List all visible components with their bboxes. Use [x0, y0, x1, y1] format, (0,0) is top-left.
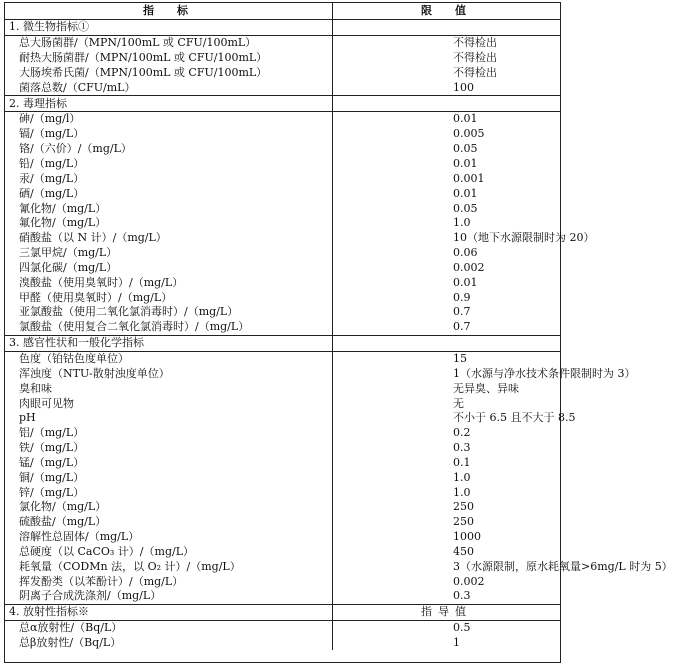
indicator-name: 溶解性总固体/（mg/L） — [5, 530, 333, 545]
table-row — [5, 636, 560, 651]
table-row — [5, 426, 560, 441]
indicator-name: 阴离子合成洗涤剂/（mg/L） — [5, 589, 333, 604]
indicator-name: 耗氧量（CODMn 法，以 O₂ 计）/（mg/L） — [5, 559, 333, 574]
section-right-label — [333, 20, 561, 36]
limit-value: 1.0 — [453, 216, 471, 230]
table-row — [5, 351, 560, 366]
table-row — [5, 485, 560, 500]
header-indicator: 指 标 — [5, 3, 333, 20]
indicator-name: 色度（铂钴色度单位） — [5, 351, 333, 366]
table-row — [5, 320, 560, 335]
limit-value: 250 — [453, 515, 474, 529]
limits-table — [5, 3, 673, 650]
section-title: 2. 毒理指标 — [5, 96, 333, 112]
table-row — [5, 261, 560, 276]
table-row — [5, 51, 560, 66]
limit-value: 0.005 — [453, 127, 485, 141]
indicator-name: 氯酸盐（使用复合二氧化氯消毒时）/（mg/L） — [5, 320, 333, 335]
table-row — [5, 441, 560, 456]
table-row — [5, 620, 560, 635]
indicator-name: 铬/（六价）/（mg/L） — [5, 142, 333, 157]
section-title: 3. 感官性状和一般化学指标 — [5, 335, 333, 351]
indicator-name: 铅/（mg/L） — [5, 157, 333, 172]
limit-value: 0.01 — [453, 275, 478, 289]
indicator-name: 氟化物/（mg/L） — [5, 216, 333, 231]
table-row — [5, 530, 560, 545]
indicator-name: 铁/（mg/L） — [5, 441, 333, 456]
limit-value: 100 — [453, 80, 474, 94]
indicator-name: 三氯甲烷/（mg/L） — [5, 246, 333, 261]
table-row — [5, 112, 560, 127]
limit-value: 0.05 — [453, 201, 478, 215]
limit-value: 1 — [453, 636, 460, 650]
table-row — [5, 35, 560, 50]
indicator-name: 硫酸盐/（mg/L） — [5, 515, 333, 530]
indicator-name: 氯化物/（mg/L） — [5, 500, 333, 515]
limit-value: 1.0 — [453, 485, 471, 499]
indicator-name: 硒/（mg/L） — [5, 186, 333, 201]
table-row — [5, 80, 560, 95]
section-right-label: 指导值 — [333, 604, 561, 620]
limit-value: 1（水源与净水技术条件限制时为 3） — [453, 366, 636, 380]
table-row — [5, 127, 560, 142]
indicator-name: 菌落总数/（CFU/mL） — [5, 80, 333, 95]
limit-value: 0.2 — [453, 426, 471, 440]
limit-value: 0.3 — [453, 589, 471, 603]
table-row — [5, 411, 560, 426]
section-row — [5, 96, 560, 112]
table-row — [5, 381, 560, 396]
limit-value: 0.3 — [453, 441, 471, 455]
table-row — [5, 142, 560, 157]
indicator-name: 亚氯酸盐（使用二氧化氯消毒时）/（mg/L） — [5, 305, 333, 320]
table-row — [5, 305, 560, 320]
table-row — [5, 455, 560, 470]
limit-value: 0.05 — [453, 142, 478, 156]
table-row — [5, 246, 560, 261]
table-row — [5, 186, 560, 201]
section-right-label — [333, 335, 561, 351]
limit-value: 3（水源限制，原水耗氧量>6mg/L 时为 5） — [453, 559, 673, 573]
indicator-name: 溴酸盐（使用臭氧时）/（mg/L） — [5, 275, 333, 290]
table-row — [5, 66, 560, 81]
limit-value: 0.01 — [453, 157, 478, 171]
table-row — [5, 470, 560, 485]
indicator-name: 总大肠菌群/（MPN/100mL 或 CFU/100mL） — [5, 35, 333, 50]
section-row — [5, 20, 560, 36]
limit-value: 0.1 — [453, 455, 471, 469]
section-row — [5, 604, 560, 620]
indicator-name: 总硬度（以 CaCO₃ 计）/（mg/L） — [5, 545, 333, 560]
table-row — [5, 500, 560, 515]
section-row — [5, 335, 560, 351]
table-row — [5, 171, 560, 186]
limit-value: 1000 — [453, 530, 481, 544]
limit-value: 10（地下水源限制时为 20） — [453, 231, 595, 245]
limit-value: 0.002 — [453, 574, 485, 588]
limit-value: 0.9 — [453, 290, 471, 304]
table-row — [5, 201, 560, 216]
limit-value: 1.0 — [453, 470, 471, 484]
indicator-name: 氰化物/（mg/L） — [5, 201, 333, 216]
section-title: 4. 放射性指标※ — [5, 604, 333, 620]
table-row — [5, 396, 560, 411]
indicator-name: 总β放射性/（Bq/L） — [5, 636, 333, 651]
table-row — [5, 275, 560, 290]
header-limit: 限 值 — [333, 3, 561, 20]
section-title: 1. 微生物指标① — [5, 20, 333, 36]
table-row — [5, 216, 560, 231]
indicator-name: 肉眼可见物 — [5, 396, 333, 411]
indicator-name: 总α放射性/（Bq/L） — [5, 620, 333, 635]
limit-value: 450 — [453, 544, 474, 558]
indicator-name: 耐热大肠菌群/（MPN/100mL 或 CFU/100mL） — [5, 51, 333, 66]
table-row — [5, 231, 560, 246]
table-row — [5, 157, 560, 172]
indicator-name: 大肠埃希氏菌/（MPN/100mL 或 CFU/100mL） — [5, 66, 333, 81]
limit-value: 0.7 — [453, 320, 471, 334]
table-row — [5, 559, 560, 574]
indicator-name: pH — [5, 411, 333, 426]
limit-value: 0.001 — [453, 171, 485, 185]
indicator-name: 浑浊度（NTU-散射浊度单位） — [5, 366, 333, 381]
indicator-name: 汞/（mg/L） — [5, 171, 333, 186]
table-row — [5, 290, 560, 305]
indicator-name: 挥发酚类（以苯酚计）/（mg/L） — [5, 574, 333, 589]
limit-value: 不小于 6.5 且不大于 8.5 — [453, 411, 576, 425]
limit-value: 不得检出 — [453, 51, 497, 65]
water-quality-table — [4, 2, 673, 663]
indicator-name: 铜/（mg/L） — [5, 470, 333, 485]
limit-value: 不得检出 — [453, 65, 497, 79]
table-row — [5, 589, 560, 604]
table-row — [5, 366, 560, 381]
indicator-name: 锌/（mg/L） — [5, 485, 333, 500]
limit-value: 0.002 — [453, 260, 485, 274]
section-right-label — [333, 96, 561, 112]
indicator-name: 硝酸盐（以 N 计）/（mg/L） — [5, 231, 333, 246]
indicator-name: 铝/（mg/L） — [5, 426, 333, 441]
limit-value: 不得检出 — [453, 36, 497, 50]
table-header — [5, 3, 560, 20]
limit-value: 0.01 — [453, 186, 478, 200]
limit-value: 0.7 — [453, 305, 471, 319]
indicator-name: 镉/（mg/L） — [5, 127, 333, 142]
indicator-name: 锰/（mg/L） — [5, 455, 333, 470]
limit-value: 15 — [453, 351, 467, 365]
indicator-name: 砷/（mg/l） — [5, 112, 333, 127]
limit-value: 无 — [453, 396, 464, 410]
limit-value: 0.5 — [453, 621, 471, 635]
limit-value: 0.06 — [453, 246, 478, 260]
indicator-name: 甲醛（使用臭氧时）/（mg/L） — [5, 290, 333, 305]
limit-value: 0.01 — [453, 112, 478, 126]
table-row — [5, 545, 560, 560]
limit-value: 无异臭、异味 — [453, 381, 519, 395]
indicator-name: 臭和味 — [5, 381, 333, 396]
table-row — [5, 574, 560, 589]
limit-value: 250 — [453, 500, 474, 514]
indicator-name: 四氯化碳/（mg/L） — [5, 261, 333, 276]
table-row — [5, 515, 560, 530]
